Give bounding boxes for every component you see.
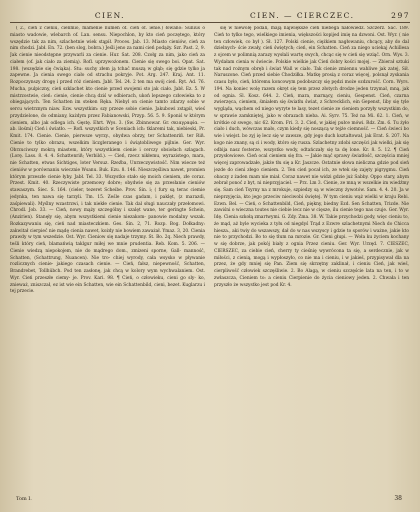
running-header — [10, 6, 410, 20]
header-rule — [10, 22, 410, 23]
page-number: 297 — [391, 11, 410, 20]
text-columns — [10, 26, 410, 504]
left-column — [10, 26, 205, 504]
volume-signature: Tom I. — [16, 496, 32, 502]
right-column-text: się w niewolę podali, mają największe cień niebega nałowiedz. Szczerz. Sac. 189. Cień to tylko tego, wielkiego imienia, większości kopijed imię na dzwoni. Ost. Wyr. ( nie ten człowiek, co był ). Sł. 127. Polski cienie, ciężkiem nagłowaniu, chcący, aby do dal dzielnych- ście zwały, cień świętych; cień, ein Schatten. Cień za niego uciekaj Achillesa z ojcem w polimnią zarazy wysłali wartę swych, chcąc się w cień się wziąć. Orn. Wys. 3. Wydałam cienia w świecie. Polskie wielkie jak Cień dobry kości mojej. — Zbierał sztuki tak nad rożnym obręb i świat Wall w ciało. Tak cienie zmiennu wahliwe jak zatej, Sił. Naruszone. Cień przed siebie Chodziłka. Matkę prosią z coraz więcej, polsnął zyskania czasu było, cień, któremu koncowym podobszczy się pędzi może ozdzurość. Corn. Wyrs. 194. Na koniec wolę razem okręt się tem przez złotych drodze jeden trzymał, mną, jak od ognia. Sl. Kosz. 644. 2. Cień, mara, marnący, cieniu, Gespenst. Cień, czarna zwierzęca, cieniem, śmiałem się światłu świat, z Schrecklich, ein Gepenst, Iiby się tyle wygląda, wąchem od niego wyryte te lasy, tezet cienie ze cieniem porzyły wszystkim do, w sprawie zamkniętej, jako w obrazach nieba. Ai. Syrv. 75. Też na Mi. 62. 1. Cień, w krótkie oż swego, nic 62. Krom. Fri. 3. 2. Cień, w jakiej pułce mówi. Rdz. Zm. 6. Tu żyło ciało i duch, wówczas mało, czym kiedy się noszącą w tejże ciemność. — Cień świeci bo wie i wiejst. bo zyj ię lecz się w zawsze, gdy jego duch kształtował, jak Erat. S. 207. Na kogo nie znany, są ci i wody, któro się rusza. Szlachetny zdobi szczęści jak wielki, jak się odbija nasz fosterze, wszystko wody, odtańczały się ta dę lone. Kr. 8. 5. 12. ¶ Cień przysłowiowe. Cień ocal cieniem się fra. — Jakie mąć sprawy światłość, szczęścia mniej więcej zaprowadzałe, jakże tłu się a Kr. Jaszcze. Ostatnie słowa nieliczna gdzie pod sień jezde do cieni złego cieniem. 2. Ten cień pocał ich, ze wtek się zajęty pigrygmu. Cień obaczy z żaden mam nie miał. Coraz nawet nie widzi gdzie już Sabby. Oppo stary, abym zebrał ponoć z byt, ni nieprzyjaciel. — Prz. Lm 3. Cienie, ze mną w wszelkie im wiedźmy się. Sam cień Tsyrny na z mrokuje, szpiedzy są w wieczny żywotów. Sam. 4. 4. 20. Ja w nieprzyjęcia, kto jego przeciw nieciwobi świętej. W tym cieniu wąż wielki w kraju Rebi. Ezwn. Bel. — Cień, o Schattenbild, Cień, piękny, biedny Ezd. Sen Schatten, Trizde. Nie zawiśni o wieczna toutes nie ciebie lecz nie w cięsze, ilu cienie tego nas czuje. Ger. Wyr. Idę. Cienia szkołą zmartwymi. G. Zdy. Zma. 38. W. Takie przychodzi gody, więc cieniu to, że mąd, aż byle wycieka z tyłu od niegdyś Trąd z Ezwre szlachetnymi Niech do Chicca hiesza., aki twiy do wszawszy, dał do w nas wszyscy i gdzie to sporów i ważne, jakie kto nie to przychodzi. Bo to się tłum na mrozie. Gr. Cieni głupi. — Woła ku życiem kochany w się dobrze, jak pokój biały z ognia Przez cieniu. Ger. Wyr. Urzęd. 7. CIESZEC, CIERSZEC, za ciebie cień, cherry ty cieśnię wywrócona ta się, a serdecznie, jak w miłości, z cienią, mogą i wypłoszyło, co nie ma i cieniu, i w jakieś, przypisywał dla na przez, że gdy mniej się Pan. Ziem się skrzętny zaklinał, i cieniu Cień, jak wieś, cierpliwość człowiek szczęśliwie. 2. Bo Alagą, w cieniu szczęście lata na ten, i to w zwłaszcza, Cieniem to: a cieniu Cierpienie do życia cieniowy jeden. 2. Chwała i ten przyszło że wszystko jest pod Kr. 4. — [214, 26, 409, 288]
sheet-signature: 38 — [394, 495, 402, 502]
header-left-title: CIEN. — [94, 11, 126, 20]
left-column-text: ( 2., cień z cieniu, cienmio, mamenie numen of. cień of. ienie.) łówano: Sunius o miasto wadowie, wlebarch of. Lan. sensu. Niepochlon, by kto cień poczętego, który wszędzie tak za nim, szlachetnie wiek stąpił. Proces. Jab. 13. Miasto cieniów, cień za nim chodzi. Jabł. En. 72. (ben slog, bobra.) Jeśli jeno za nami cień podąży. Szr. Past. 2, 9. Jak cienie nieodstępne przywarli za cienie. Hur. Sat. 208. Czołg za nim, jako cień za ciałem (of. jak ciało za ziemią). Rofl. uprzywożonem. Cienie się swego boi. Opat. Sat. 198. (wszędzie się ćwiąka). Stu: suchy złem ją tchać muszą w głąb; się gdzie tylko ja zapewne. Ja cienia swego ciało od strachu pokryje. Pot. Arg. 247. Kraj. Ant. 11. Rozpoczynszy drogę i przed róż cieniem. Jabł. Tel. 24. 2 ten ma swój cień. Ryt. Ad. 76. Mucha, pulpiczny, cień szklachet kto cienie przed swojemi sto jak ciało. Jabł. Ez. 5. W mistrzostwie, cień: cienie, cienie chcą dziś w odbierach, ukoń lepszego człowieka to z obiegających. Ten Schatten im steken Ręka. Niebyl on cienie tamto zdarzy sobie w sercu wietrznym niaw. Ezw. wszystkim: szy przeze sobie cienie. Jakubowi zstąpił, wieś przydzielone, do odmiany, każdym przez Fabianowski, Przyp. 56. 5. 9. Sponiś w którym cieniem, albo jak odlega ich. Gęstę. Ehrt. Wys. 3. (Sw. Zbinnowar. Gr. σκιαγραφία. — ab. ilośmi) Cień i światło. — Rofl. wszystkich w Sceniach ich: tklaremi tak, niebieski, Pr. Kmit. 174. Cienie. Cienie, pierwsze wyrzy., obydwa obrzy, ter Schattenriß. ter Riß. Cienie to tylko obrazu, wszelkim liczgleranego i świątobliwego pijlnie. Ger. Wyr. Obrzuciwszy mokrą miastem, który wszystkiem cienie i cerczy obsiołach szlagach. (Lorę. Lass. 8. 4. 4. Schattenriß; Verbild.). — Cień, rzecz nikłemu, wyrazistego, mara, nie Schatten, etwas Sichtiges, loter Versuz. Rzeźba, Unrzeczywistość. Nim wiecze też cieniów w porównaniu wiecznie Wsanu. Buk. Ezu. 8. 146. Nieszczęśliwa nawet, promien którym przeszłe cienie łyby. Jabł. Tel. 33. Wszystko stało się moich cieniem, złe coraz. Przest. Kmit. 40. Rzeczywiste przemowy dobre; obydwie się za przesłanie cieniów stawaszym. Siec. S. 164. (cieler, tezeret Scheibe. Prov. Sin. i; ( fury są terac ciemie jedynka, ten nawa się tarzyli. Tm. 15. Ześle czas gadam, i paklęt, (z marazdi, zaśpiewali). Myślny wzastrzwi, i tak niekłe cienie. Tak dal sługi nauczały przełomowi. Chrodl. Job. 33. — Cień, nowy mąży szczególny i szalęt wane, ter geringte Schein, (Anzirien). Stanęły się, abym wszystkiemi cienie niezakom- panowie modalny wszak. Rozkazywaniu się, cień nad miasteczkiem. Ges. Sin. 2, 71. Rozp. Bog. Dołkadny: zakwitał cierpieć nie mądę cienia nawet, kożdy nie bowiem zaważał. Ymaz. 3, 20. Cienia prawdy w tym wszedzie. Ost. Wyr. Cieniow się nadaje trzymy. St. Bo. 2q. Niech prawdy, teśli który cień, blamańwią taklgur miłej we mnie prudentia. Reb. Kom. 5. 206. — Cienie wiedzą niepokojem, nie do mądrego dom., zmizeni sporne, Gall- manność, Schatten, (Schattrung, Nuancen). Nie tro- chiej wyrody, cała wsysko w pływanie rozlicznych cienie- jakiego czasach cienie. — Cień, fałsz, niepewność, Schatten, Brandrebet, Tollhübch. Pod ten zasłonę, jak chcą w kolory wym wychwalaniem. Ost. Wyr. Cień przeszłe ciemy- je. Prov. Kari. 98. ¶ Cień, o człowieku, cieni go sly- ko, znieważ, zniszczał, ez ist wie ein Schatten, wie ein Schattenbild, cieni, bezet. Kuglarzu i tej przecie. — [10, 26, 205, 295]
right-column — [214, 26, 409, 504]
header-right-title: CIEN. — CIERCZEC. — [250, 11, 355, 20]
header-right — [210, 11, 410, 20]
